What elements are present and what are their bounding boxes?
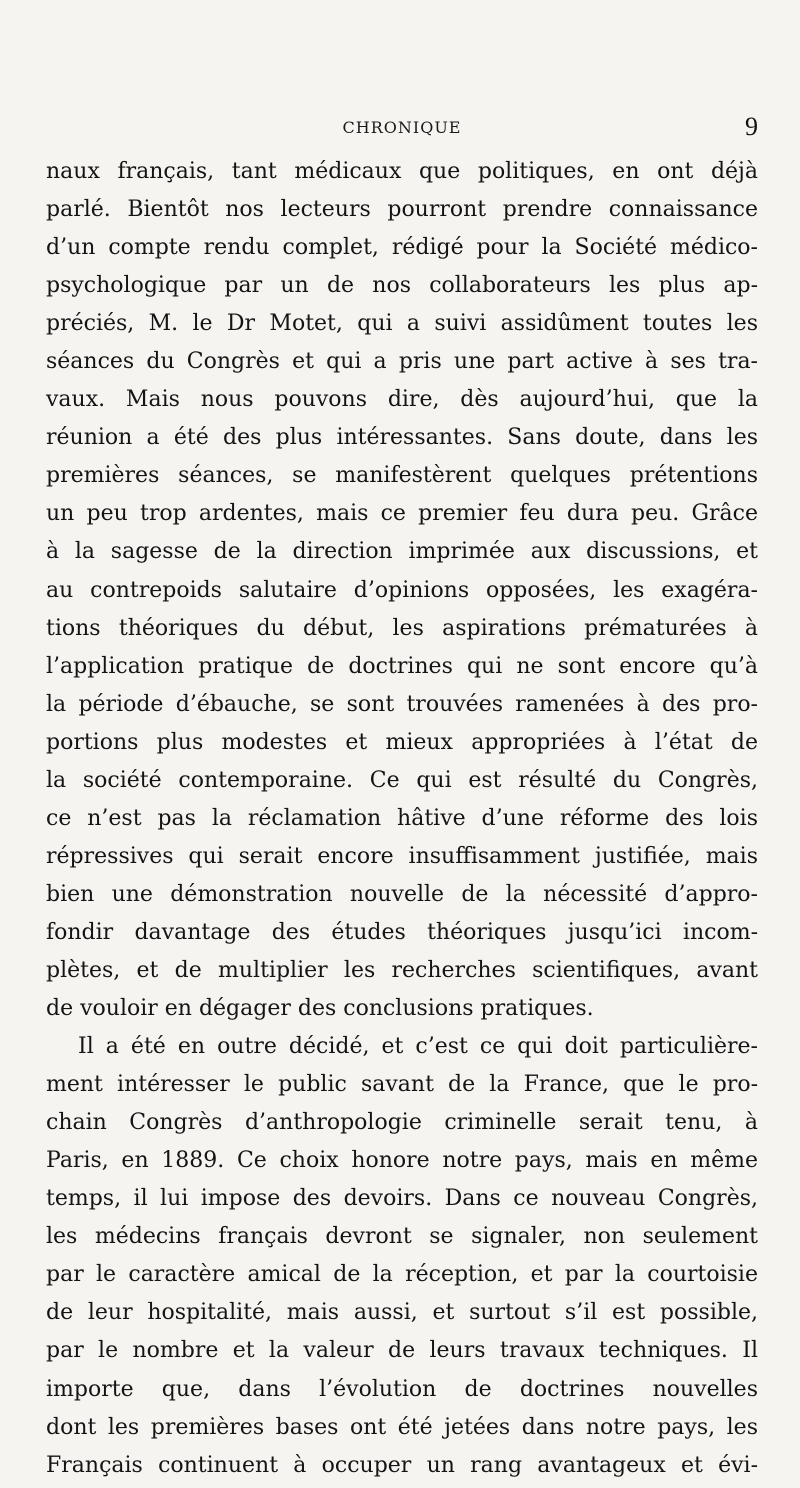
running-title: CHRONIQUE (342, 118, 462, 137)
text-line: portions plus modestes et mieux appropriées à l’état de (46, 729, 758, 755)
text-line: par le caractère amical de la réception, et par la courtoisie (46, 1262, 758, 1288)
text-line: répressives qui serait encore insuffisamment justifiée, mais (46, 843, 758, 869)
paragraph-last-line: de vouloir en dégager des conclusions pratiques. (46, 996, 594, 1022)
text-line: un peu trop ardentes, mais ce premier feu dura peu. Grâce (46, 501, 758, 527)
text-line: Paris, en 1889. Ce choix honore notre pays, mais en même (46, 1148, 758, 1174)
text-line: fondir davantage des études théoriques jusqu’ici incom- (46, 919, 758, 945)
text-line: tions théoriques du début, les aspirations prématurées à (46, 615, 758, 641)
text-line: premières séances, se manifestèrent quelques prétentions (46, 463, 758, 489)
text-line: temps, il lui impose des devoirs. Dans ce nouveau Congrès, (46, 1186, 758, 1212)
text-line: parlé. Bientôt nos lecteurs pourront prendre connaissance (46, 197, 758, 223)
paragraph-first-line: Il a été en outre décidé, et c’est ce qui doit particulière- (78, 1034, 758, 1060)
text-line: l’application pratique de doctrines qui ne sont encore qu’à (46, 653, 758, 679)
page-number: 9 (745, 112, 758, 141)
text-line: plètes, et de multiplier les recherches scientifiques, avant (46, 957, 758, 983)
text-line: ment intéresser le public savant de la France, que le pro- (46, 1072, 758, 1098)
text-line: naux français, tant médicaux que politiques, en ont déjà (46, 159, 758, 184)
text-line: réunion a été des plus intéressantes. Sans doute, dans les (46, 425, 758, 451)
text-line: dont les premières bases ont été jetées dans notre pays, les (46, 1414, 758, 1440)
text-line: à la sagesse de la direction imprimée aux discussions, et (46, 539, 758, 565)
text-line: de leur hospitalité, mais aussi, et surtout s’il est possible, (46, 1300, 758, 1326)
text-line: les médecins français devront se signaler, non seulement (46, 1224, 758, 1250)
text-line: préciés, M. le Dr Motet, qui a suivi assidûment toutes les (46, 311, 758, 337)
text-line: chain Congrès d’anthropologie criminelle serait tenu, à (46, 1110, 758, 1136)
text-line: la période d’ébauche, se sont trouvées ramenées à des pro- (46, 691, 758, 717)
text-line: par le nombre et la valeur de leurs travaux techniques. Il (46, 1338, 758, 1364)
text-line: ce n’est pas la réclamation hâtive d’une réforme des lois (46, 805, 758, 831)
text-line: séances du Congrès et qui a pris une part active à ses tra- (46, 349, 758, 375)
text-line: Français continuent à occuper un rang avantageux et évi- (46, 1452, 758, 1478)
text-line: la société contemporaine. Ce qui est résulté du Congrès, (46, 767, 758, 793)
text-line: d’un compte rendu complet, rédigé pour la Société médico- (46, 235, 758, 261)
text-line: bien une démonstration nouvelle de la nécessité d’appro- (46, 881, 758, 907)
text-line: psychologique par un de nos collaborateurs les plus ap- (46, 273, 758, 299)
text-line: au contrepoids salutaire d’opinions opposées, les exagéra- (46, 577, 758, 603)
page-header (46, 112, 758, 144)
text-line: vaux. Mais nous pouvons dire, dès aujourd’hui, que la (46, 387, 758, 413)
text-line: importe que, dans l’évolution de doctrines nouvelles (46, 1376, 758, 1402)
body-text (46, 153, 758, 1485)
